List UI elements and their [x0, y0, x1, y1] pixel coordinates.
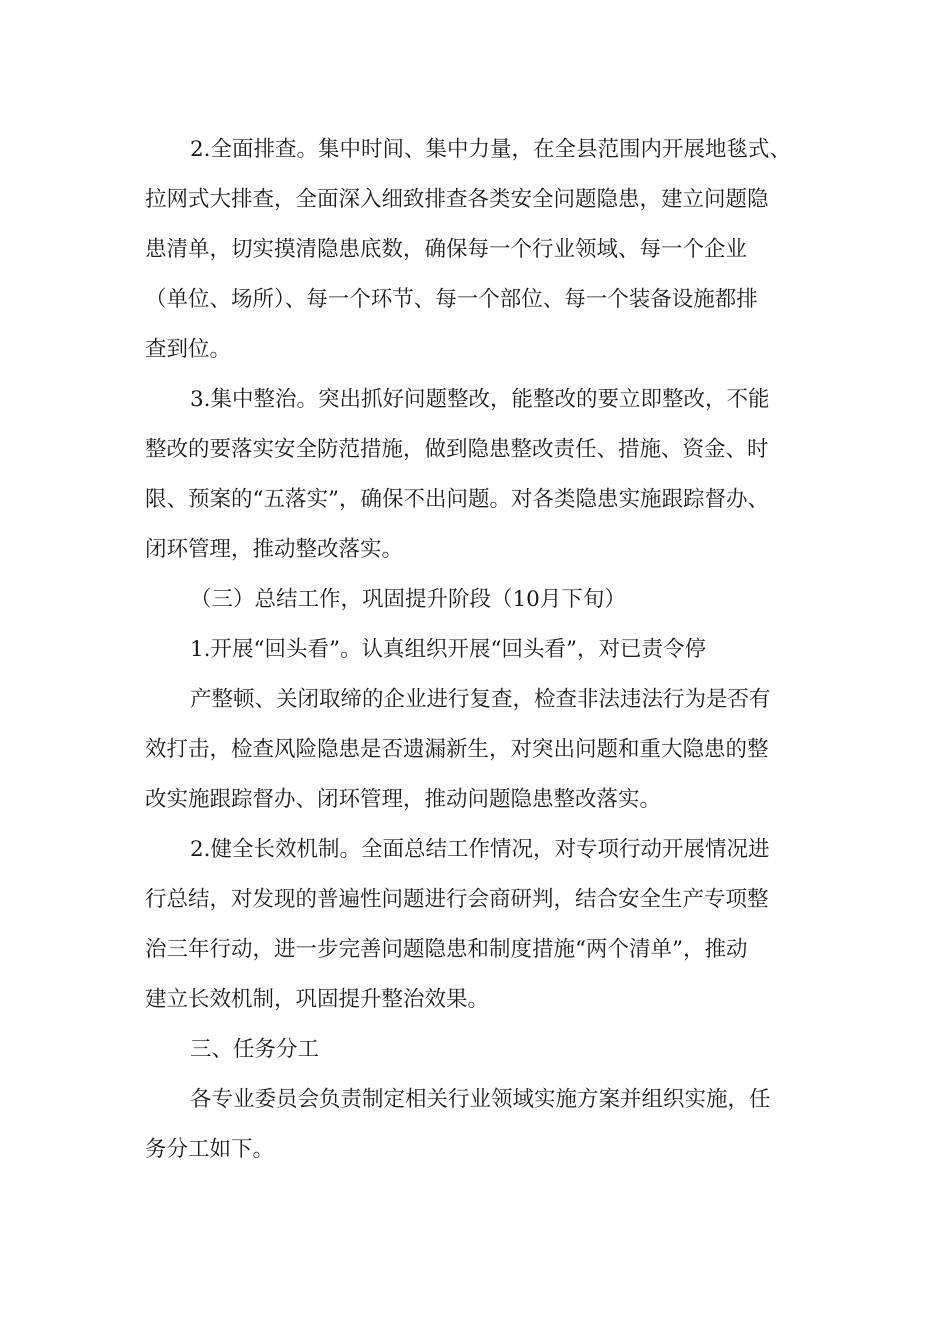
text-line: 闭环管理，推动整改落实。: [145, 537, 404, 562]
text-line: 2.健全长效机制。全面总结工作情况，对专项行动开展情况进: [190, 837, 770, 862]
text-line: 限、预案的“五落实”，确保不出问题。对各类隐患实施跟踪督办、: [145, 487, 769, 512]
text-line: 效打击，检查风险隐患是否遗漏新生，对突出问题和重大隐患的整: [145, 737, 769, 762]
text-line: 3.集中整治。突出抓好问题整改，能整改的要立即整改，不能: [190, 387, 770, 412]
text-line: 行总结，对发现的普遍性问题进行会商研判，结合安全生产专项整: [145, 887, 769, 912]
text-line: 产整顿、关闭取缔的企业进行复查，检查非法违法行为是否有: [190, 687, 771, 712]
text-line: 治三年行动，进一步完善问题隐患和制度措施“两个清单”，推动: [145, 937, 748, 962]
section-heading: 三、任务分工: [190, 1037, 320, 1062]
text-line: 务分工如下。: [145, 1137, 275, 1162]
text-line: 2.全面排查。集中时间、集中力量，在全县范围内开展地毯式、: [190, 137, 792, 162]
text-line: 改实施跟踪督办、闭环管理，推动问题隐患整改落实。: [145, 787, 662, 812]
text-line: （单位、场所）、每一个环节、每一个部位、每一个装备设施都排: [145, 287, 758, 312]
text-line: 1.开展“回头看”。认真组织开展“回头看”，对已责令停: [190, 637, 706, 662]
text-line: 查到位。: [145, 337, 232, 362]
text-line: 患清单，切实摸清隐患底数，确保每一个行业领域、每一个企业: [145, 237, 748, 262]
section-heading: （三）总结工作，巩固提升阶段（10月下旬）: [190, 587, 626, 612]
text-line: 各专业委员会负责制定相关行业领域实施方案并组织实施，任: [190, 1087, 771, 1112]
text-line: 建立长效机制，巩固提升整治效果。: [145, 987, 490, 1012]
text-line: 拉网式大排查，全面深入细致排查各类安全问题隐患，建立问题隐: [145, 187, 769, 212]
text-line: 整改的要落实安全防范措施，做到隐患整改责任、措施、资金、时: [145, 437, 769, 462]
